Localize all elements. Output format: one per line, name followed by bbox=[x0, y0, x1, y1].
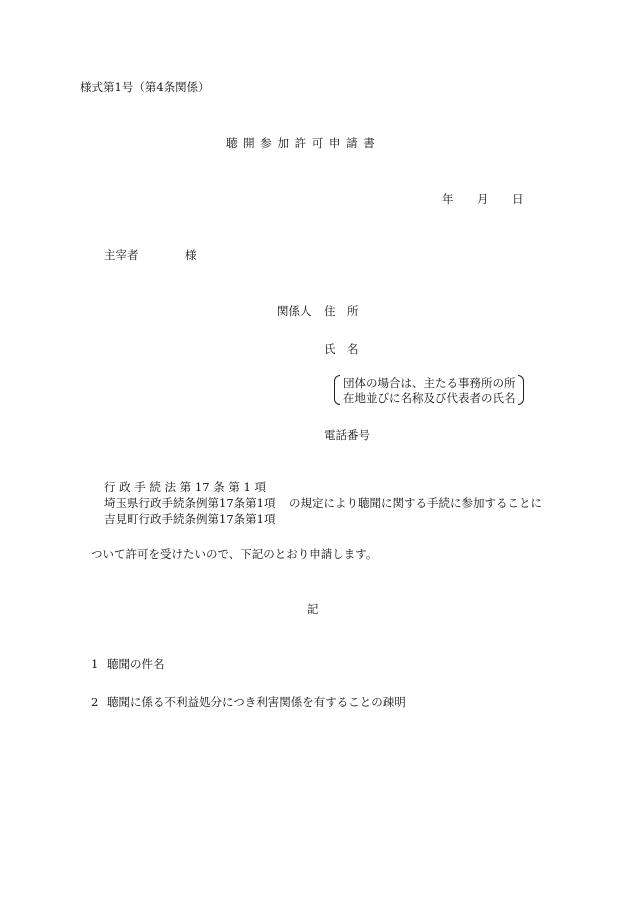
addressee-honorific: 様 bbox=[185, 248, 197, 262]
basis-continuation: ついて許可を受けたいので、下記のとおり申請します。 bbox=[91, 547, 378, 561]
item-1-text: 聴聞の件名 bbox=[107, 657, 165, 671]
left-bracket bbox=[334, 375, 340, 405]
basis-law-1: 行 政 手 続 法 第 17 条 第 1 項 bbox=[104, 480, 267, 494]
basis-law-3: 吉見町行政手続条例第17条第1項 bbox=[104, 512, 276, 526]
phone-label: 電話番号 bbox=[324, 428, 370, 442]
document-title: 聴 開 参 加 許 可 申 請 書 bbox=[226, 136, 376, 150]
note-line-2: 在地並びに名称及び代表者の氏名 bbox=[343, 391, 516, 405]
applicant-relation: 関係人 bbox=[277, 304, 312, 318]
basis-law-2: 埼玉県行政手続条例第17条第1項 bbox=[104, 496, 276, 510]
date-day-label: 日 bbox=[512, 192, 524, 206]
address-label: 住 所 bbox=[324, 304, 359, 318]
organization-note bbox=[334, 375, 524, 407]
item-2-number: 2 bbox=[91, 695, 99, 709]
item-2-text: 聴聞に係る不利益処分につき利害関係を有することの疎明 bbox=[107, 695, 406, 709]
note-line-1: 団体の場合は、主たる事務所の所 bbox=[343, 376, 516, 390]
name-label: 氏 名 bbox=[324, 342, 359, 356]
right-bracket bbox=[518, 375, 524, 405]
addressee-role: 主宰者 bbox=[104, 248, 139, 262]
date-year-label: 年 bbox=[442, 192, 454, 206]
item-1-number: 1 bbox=[91, 657, 99, 671]
basis-clause: の規定により聴聞に関する手続に参加することに bbox=[289, 496, 542, 510]
form-number: 様式第1号（第4条関係） bbox=[80, 80, 210, 94]
date-month-label: 月 bbox=[477, 192, 489, 206]
ki-heading: 記 bbox=[307, 602, 319, 616]
